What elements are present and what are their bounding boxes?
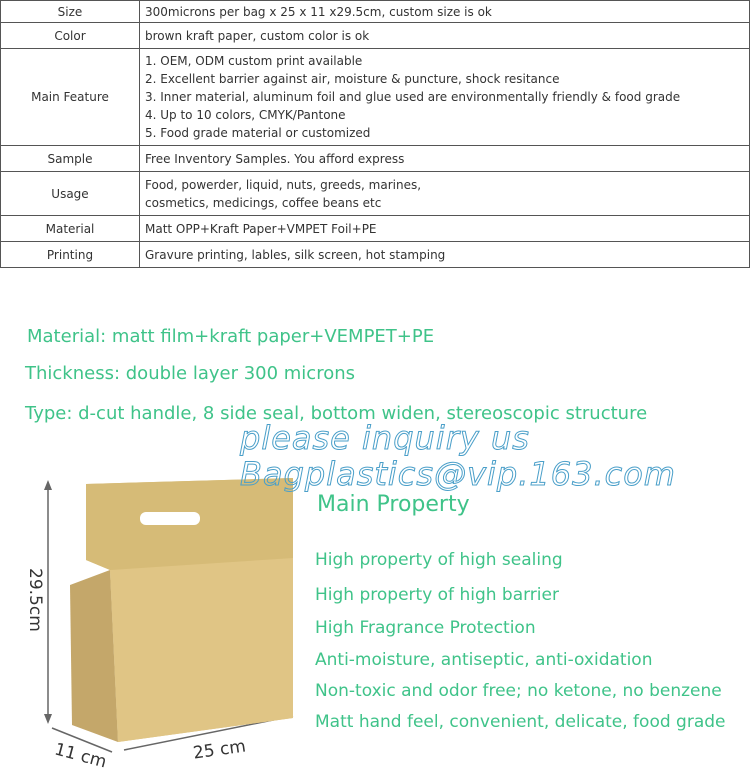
row-label: Color [1,23,140,49]
table-row [1,172,750,216]
row-value [140,242,750,268]
row-label: Sample [1,146,140,172]
value-line: 1. OEM, ODM custom print available [145,54,363,68]
row-label: Main Feature [1,49,140,146]
main-property-title: Main Property [317,492,470,517]
watermark-line-1: please inquiry us [240,419,530,457]
material-line: Material: matt film+kraft paper+VEMPET+PE [27,326,435,347]
table-row [1,1,750,23]
value-line: cosmetics, medicings, coffee beans etc [145,195,382,210]
row-value [140,216,750,242]
height-dimension-label: 29.5cm [25,568,45,632]
row-value [140,23,750,49]
row-label: Usage [1,172,140,216]
value-line: Free Inventory Samples. You afford express [145,151,405,166]
table-row [1,242,750,268]
thickness-line: Thickness: double layer 300 microns [25,363,356,384]
property-item: Non-toxic and odor free; no ketone, no benzene [315,681,722,701]
property-item: High property of high barrier [315,585,559,605]
value-line: 2. Excellent barrier against air, moisture & puncture, shock resitance [145,72,560,86]
row-label: Size [1,1,140,23]
watermark-email: Bagplastics@vip.163.com [240,455,676,493]
value-line: 300microns per bag x 25 x 11 x29.5cm, custom size is ok [145,4,492,19]
row-value [140,146,750,172]
table-row [1,146,750,172]
value-line: 4. Up to 10 colors, CMYK/Pantone [145,108,346,122]
row-value [140,172,750,216]
property-item: High Fragrance Protection [315,618,536,638]
value-line: Food, powerder, liquid, nuts, greeds, marines, [145,177,422,192]
property-item: Matt hand feel, convenient, delicate, food grade [315,712,726,732]
value-line: brown kraft paper, custom color is ok [145,28,370,43]
depth-dimension-label: 11 cm [52,739,109,773]
property-item: Anti-moisture, antiseptic, anti-oxidation [315,650,653,670]
value-line: 3. Inner material, aluminum foil and glue used are environmentally friendly & food grade [145,90,681,104]
property-item: High property of high sealing [315,550,563,570]
row-value [140,49,750,146]
value-line: Matt OPP+Kraft Paper+VMPET Foil+PE [145,221,377,236]
row-value [140,1,750,23]
row-label: Material [1,216,140,242]
table-row [1,49,750,146]
width-dimension-label: 25 cm [191,736,248,764]
spec-table [0,0,750,268]
kraft-bag-illustration [0,470,300,778]
table-row [1,23,750,49]
value-line: Gravure printing, lables, silk screen, hot stamping [145,247,446,262]
type-line: Type: d-cut handle, 8 side seal, bottom widen, stereoscopic structure [25,403,648,424]
row-label: Printing [1,242,140,268]
table-row [1,216,750,242]
value-line: 5. Food grade material or customized [145,126,371,140]
